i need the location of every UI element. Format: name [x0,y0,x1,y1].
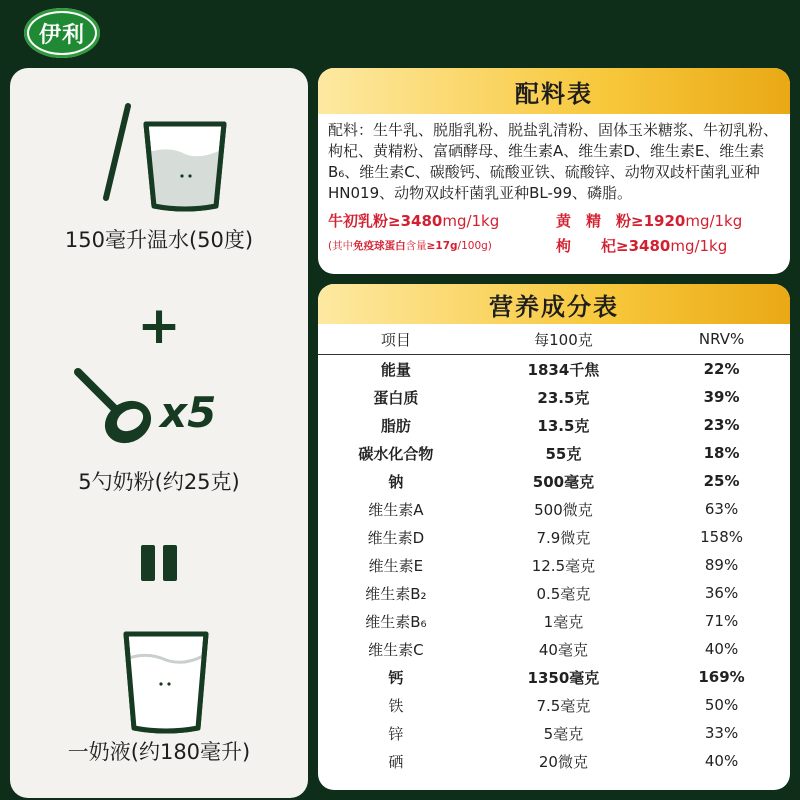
highlight-colostrum: 牛初乳粉≥3480 [328,212,443,230]
nutrition-value-cell: 500微克 [534,500,593,519]
nutrition-card [318,284,790,790]
nutrition-value-cell: 55克 [545,444,582,463]
nutrition-nrv-cell: 23% [703,416,740,434]
ingredients-card: 配料表 配料：生牛乳、脱脂乳粉、脱盐乳清粉、固体玉米糖浆、牛初乳粉、枸杞、黄精粉、富硒酵母、维生素A、维生素D、维生素E、维生素B₆、维生素C、碳酸钙、硫酸亚铁、硫酸锌、动物双歧杆菌乳亚种HN019、动物双歧杆菌乳亚种BL-99、磷脂。 牛初乳粉≥3480mg/1kg 黄 精 粉≥1920mg/1kg (其中免疫球蛋白含量≥17g/100g) 枸 杞≥3480mg/1kg [318,68,790,274]
nutrition-item-cell: 碳水化合物 [358,444,434,463]
nutrition-item-cell: 蛋白质 [373,388,419,407]
table-row [318,467,790,495]
nutrition-item-cell: 钠 [388,472,404,491]
equals-sign [10,538,308,592]
nutrition-nrv-cell: 36% [704,584,739,602]
nutrition-nrv-cell: 18% [703,444,740,462]
table-row [318,523,790,551]
header-per100g: 每100克 [474,324,653,355]
nutrition-value-cell: 12.5毫克 [531,556,596,575]
nutrition-table [318,324,790,775]
nutrition-nrv-cell: 158% [700,528,743,546]
table-row [318,495,790,523]
nutrition-value-cell: 20微克 [538,752,588,771]
plus-sign: + [137,296,181,356]
nutrition-nrv-cell: 40% [704,640,739,658]
preparation-card [10,68,308,798]
nutrition-item-cell: 维生素E [368,556,424,575]
table-row [318,411,790,439]
scoop-icon [72,366,162,448]
immunoglobulin-note: (其中免疫球蛋白含量≥17g/100g) [328,240,492,252]
nutrition-item-cell: 维生素C [368,640,424,659]
header-nrv: NRV% [653,324,790,355]
step-water-text: 150毫升温水(50度) [64,228,254,252]
nutrition-nrv-cell: 71% [704,612,739,630]
highlight-huangjing: 黄 精 粉≥1920 [556,212,686,230]
nutrition-value-cell: 1834千焦 [527,360,600,379]
nutrition-nrv-cell: 40% [704,752,739,770]
nutrition-nrv-cell: 39% [703,388,740,406]
table-row [318,439,790,467]
table-row [318,607,790,635]
nutrition-value-cell: 13.5克 [537,416,590,435]
step-result-text: 一奶液(约180毫升) [67,740,251,764]
table-row [318,663,790,691]
nutrition-item-cell: 锌 [388,724,404,743]
milk-cup-icon [118,626,214,734]
nutrition-item-cell: 维生素A [368,500,424,519]
header-item: 项目 [318,324,474,355]
nutrition-value-cell: 500毫克 [532,472,595,491]
table-row [318,383,790,411]
ingredients-title: 配料表 [318,68,790,114]
nutrition-value-cell: 7.9微克 [536,528,591,547]
nutrition-nrv-cell: 50% [704,696,739,714]
nutrition-value-cell: 1毫克 [543,612,584,631]
nutrition-value-cell: 23.5克 [537,388,590,407]
nutrition-nrv-cell: 169% [698,668,745,686]
table-row [318,635,790,663]
nutrition-nrv-cell: 33% [704,724,739,742]
nutrition-value-cell: 7.5毫克 [536,696,591,715]
cup-with-straw-icon [100,102,230,212]
nutrition-item-cell: 硒 [388,752,404,771]
nutrition-item-cell: 铁 [388,696,404,715]
brand-logo [24,8,100,58]
table-row [318,551,790,579]
step-powder-text: 5勺奶粉(约25克) [78,470,240,494]
nutrition-value-cell: 40毫克 [538,640,588,659]
nutrition-item-cell: 钙 [388,668,404,687]
nutrition-item-cell: 维生素D [367,528,425,547]
table-row [318,355,790,384]
nutrition-nrv-cell: 89% [704,556,739,574]
nutrition-nrv-cell: 25% [703,472,740,490]
nutrition-item-cell: 脂肪 [380,416,411,435]
table-row [318,719,790,747]
nutrition-value-cell: 0.5毫克 [536,584,591,603]
nutrition-item-cell: 维生素B₂ [365,584,427,603]
nutrition-value-cell: 1350毫克 [527,668,600,687]
table-row [318,747,790,775]
scoop-count: x5 [160,388,217,437]
table-row [318,579,790,607]
nutrition-nrv-cell: 22% [703,360,740,378]
nutrition-item-cell: 维生素B₆ [365,612,427,631]
nutrition-item-cell: 能量 [380,360,411,379]
table-row [318,691,790,719]
nutrition-value-cell: 5毫克 [543,724,584,743]
highlight-goji: 枸 杞≥3480 [556,237,671,255]
brand-logo-text: 伊利 [29,13,95,53]
nutrition-nrv-cell: 63% [704,500,739,518]
nutrition-title: 营养成分表 [318,284,790,324]
ingredients-text: 配料：生牛乳、脱脂乳粉、脱盐乳清粉、固体玉米糖浆、牛初乳粉、枸杞、黄精粉、富硒酵母、维生素A、维生素D、维生素E、维生素B₆、维生素C、碳酸钙、硫酸亚铁、硫酸锌、动物双歧杆菌乳亚种HN019、动物双歧杆菌乳亚种BL-99、磷脂。 [328,121,779,202]
